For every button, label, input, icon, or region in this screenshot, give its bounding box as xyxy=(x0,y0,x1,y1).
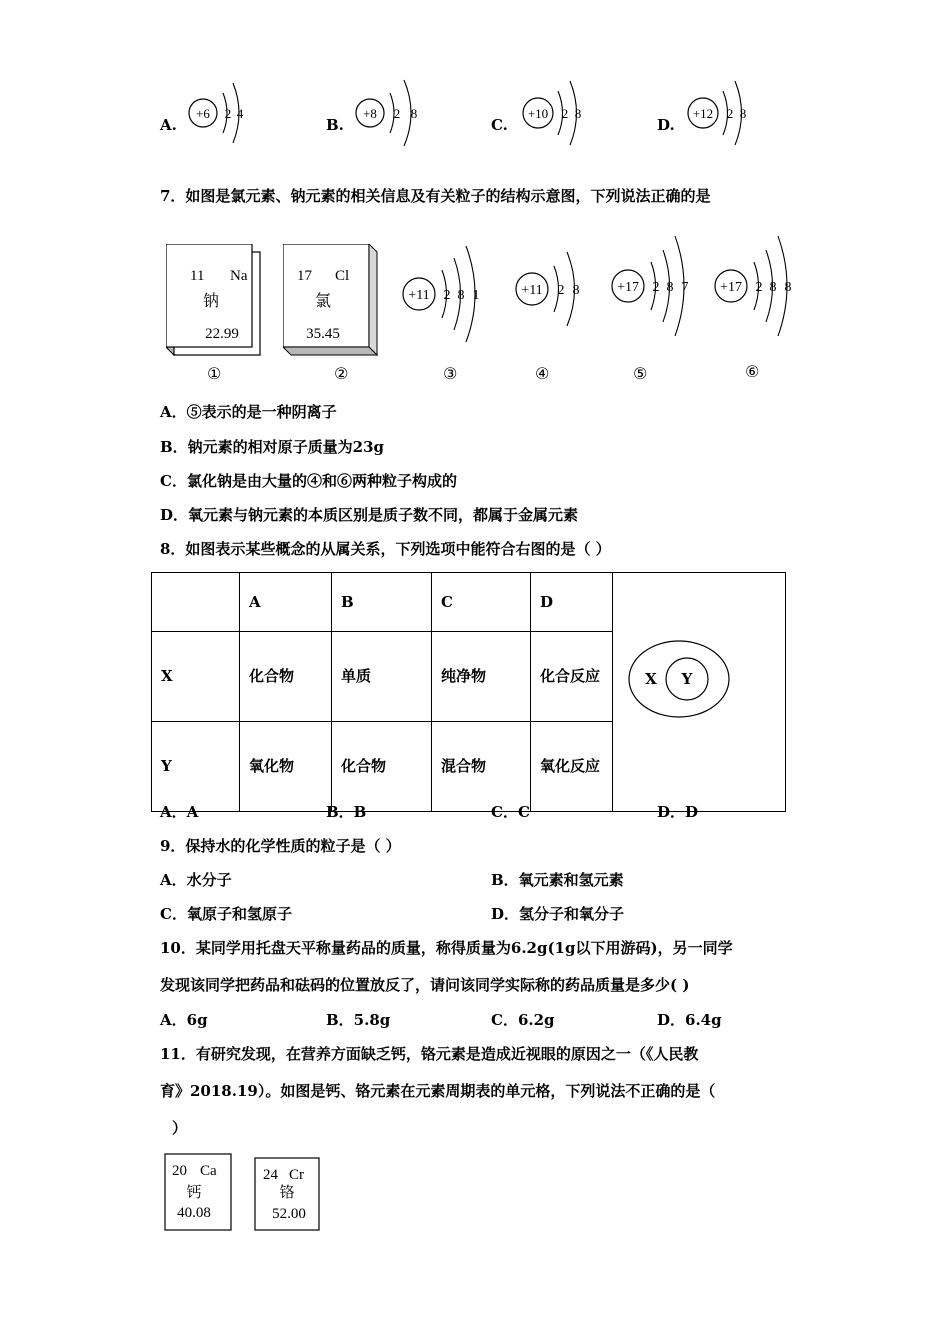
atomic-mass: 52.00 xyxy=(272,1206,306,1222)
q6-option-c-diagram xyxy=(518,75,593,154)
q9-option-c[interactable]: C．氧原子和氢原子 xyxy=(160,905,292,923)
shell-1-count: 2 xyxy=(443,288,451,303)
q6-option-a-diagram xyxy=(185,75,260,154)
shell-2-count: 8 xyxy=(457,288,465,303)
q8-option-a[interactable]: A．A xyxy=(160,803,199,821)
q11-stem-line2: 育》2018.19）。如图是钙、铬元素在元素周期表的单元格，下列说法不正确的是（ xyxy=(160,1082,716,1100)
nucleus-charge: +11 xyxy=(408,288,430,303)
particle-5-diagram xyxy=(609,232,704,346)
row-y-a: 氧化物 xyxy=(240,722,332,812)
q10-option-d[interactable]: D．6.4g xyxy=(657,1011,722,1029)
atomic-mass: 35.45 xyxy=(306,326,340,342)
q10-option-a[interactable]: A．6g xyxy=(160,1011,208,1029)
shell-1-count: 2 xyxy=(652,280,660,295)
q6-option-b-diagram xyxy=(352,75,427,154)
q8-option-d[interactable]: D．D xyxy=(657,803,699,821)
element-name: 铬 xyxy=(279,1185,295,1201)
row-y-d: 氧化反应 xyxy=(531,722,613,812)
header-c: C xyxy=(432,573,531,632)
index-5: ⑤ xyxy=(633,364,648,383)
q6-option-d-label[interactable]: D. xyxy=(657,116,675,134)
q7-option-d[interactable]: D．氧元素与钠元素的本质区别是质子数不同，都属于金属元素 xyxy=(160,506,579,524)
nucleus-charge: +6 xyxy=(196,106,210,121)
q7-stem: 7．如图是氯元素、钠元素的相关信息及有关粒子的结构示意图，下列说法正确的是 xyxy=(160,187,711,205)
shell-2-count: 8 xyxy=(666,280,674,295)
row-x-c: 纯净物 xyxy=(432,632,531,722)
index-1: ① xyxy=(207,364,222,383)
q11-stem-line1: 11．有研究发现，在营养方面缺乏钙，铬元素是造成近视眼的原因之一（《人民教 xyxy=(160,1045,699,1063)
nucleus-charge: +8 xyxy=(363,106,377,121)
shell-3-count: 1 xyxy=(472,288,480,303)
nucleus-charge: +10 xyxy=(527,106,549,121)
q10-stem-line1: 10．某同学用托盘天平称量药品的质量，称得质量为6.2g(1g以下用游码)，另一同学 xyxy=(160,939,733,957)
particle-4-diagram xyxy=(512,246,592,345)
shell-2-count: 8 xyxy=(572,283,580,298)
element-name: 钙 xyxy=(186,1185,202,1201)
element-symbol: Ca xyxy=(200,1163,217,1179)
header-b: B xyxy=(332,573,432,632)
q8-stem: 8．如图表示某些概念的从属关系，下列选项中能符合右图的是（ ） xyxy=(160,540,611,558)
particle-6-diagram xyxy=(712,232,807,346)
shell-2-count: 8 xyxy=(769,280,777,295)
row-x-d: 化合反应 xyxy=(531,632,613,722)
row-x-a: 化合物 xyxy=(240,632,332,722)
row-y-c: 混合物 xyxy=(432,722,531,812)
row-x-b: 单质 xyxy=(332,632,432,722)
index-2: ② xyxy=(334,364,349,383)
q8-option-c[interactable]: C．C xyxy=(491,803,530,821)
element-symbol: Cl xyxy=(335,268,350,284)
nucleus-charge: +17 xyxy=(720,280,742,295)
element-card-ca xyxy=(164,1153,234,1237)
q9-option-b[interactable]: B．氧元素和氢元素 xyxy=(491,871,624,889)
index-6: ⑥ xyxy=(745,362,760,381)
q8-option-b[interactable]: B．B xyxy=(326,803,367,821)
q6-option-d-diagram xyxy=(683,75,758,154)
q6-option-a-label[interactable]: A. xyxy=(160,116,177,134)
atomic-number: 20 xyxy=(172,1163,187,1179)
diagram-cell xyxy=(613,573,786,812)
q11-stem-line3: ） xyxy=(172,1119,188,1137)
shell-1-count: 2 xyxy=(557,283,565,298)
q9-option-d[interactable]: D．氢分子和氧分子 xyxy=(491,905,625,923)
element-symbol: Na xyxy=(230,268,248,284)
index-4: ④ xyxy=(535,364,550,383)
shell-2-count: 8 xyxy=(739,106,747,121)
q6-option-c-label[interactable]: C. xyxy=(491,116,508,134)
shell-1-count: 2 xyxy=(726,106,734,121)
q7-option-a[interactable]: A．⑤表示的是一种阴离子 xyxy=(160,403,337,421)
shell-1-count: 2 xyxy=(393,106,401,121)
element-name: 钠 xyxy=(202,293,220,310)
q9-option-a[interactable]: A．水分子 xyxy=(160,871,232,889)
shell-1-count: 2 xyxy=(561,106,569,121)
shell-2-count: 4 xyxy=(236,106,244,121)
element-card-na xyxy=(166,244,266,363)
atomic-mass: 40.08 xyxy=(177,1205,211,1221)
row-y-b: 化合物 xyxy=(332,722,432,812)
q7-option-c[interactable]: C．氯化钠是由大量的④和⑥两种粒子构成的 xyxy=(160,472,457,490)
particle-3-diagram xyxy=(398,240,493,354)
nucleus-charge: +11 xyxy=(521,283,543,298)
element-card-cr xyxy=(254,1157,324,1237)
q6-option-b-label[interactable]: B. xyxy=(326,116,344,134)
inner-label: Y xyxy=(681,670,693,688)
row-y-label: Y xyxy=(152,722,240,812)
element-name: 氯 xyxy=(314,293,332,310)
atomic-number: 11 xyxy=(190,268,205,284)
nucleus-charge: +12 xyxy=(692,106,714,121)
nucleus-charge: +17 xyxy=(617,280,639,295)
header-d: D xyxy=(531,573,613,632)
atomic-mass: 22.99 xyxy=(205,326,239,342)
outer-label: X xyxy=(645,670,657,688)
q10-option-b[interactable]: B．5.8g xyxy=(326,1011,391,1029)
atomic-number: 24 xyxy=(263,1167,278,1183)
index-3: ③ xyxy=(443,364,458,383)
q9-stem: 9．保持水的化学性质的粒子是（ ） xyxy=(160,837,401,855)
shell-1-count: 2 xyxy=(224,106,232,121)
q10-option-c[interactable]: C．6.2g xyxy=(491,1011,555,1029)
shell-2-count: 8 xyxy=(410,106,418,121)
atomic-number: 17 xyxy=(297,268,312,284)
shell-3-count: 7 xyxy=(681,280,689,295)
q7-option-b[interactable]: B．钠元素的相对原子质量为23g xyxy=(160,438,385,456)
q10-stem-line2: 发现该同学把药品和砝码的位置放反了，请问该同学实际称的药品质量是多少( ) xyxy=(160,976,690,994)
shell-2-count: 8 xyxy=(574,106,582,121)
table-corner-cell xyxy=(152,573,240,632)
x-y-venn-diagram xyxy=(613,573,785,797)
shell-1-count: 2 xyxy=(755,280,763,295)
element-symbol: Cr xyxy=(289,1167,304,1183)
row-x-label: X xyxy=(152,632,240,722)
shell-3-count: 8 xyxy=(784,280,792,295)
header-a: A xyxy=(240,573,332,632)
q8-table xyxy=(151,572,786,812)
element-card-cl xyxy=(283,244,383,363)
